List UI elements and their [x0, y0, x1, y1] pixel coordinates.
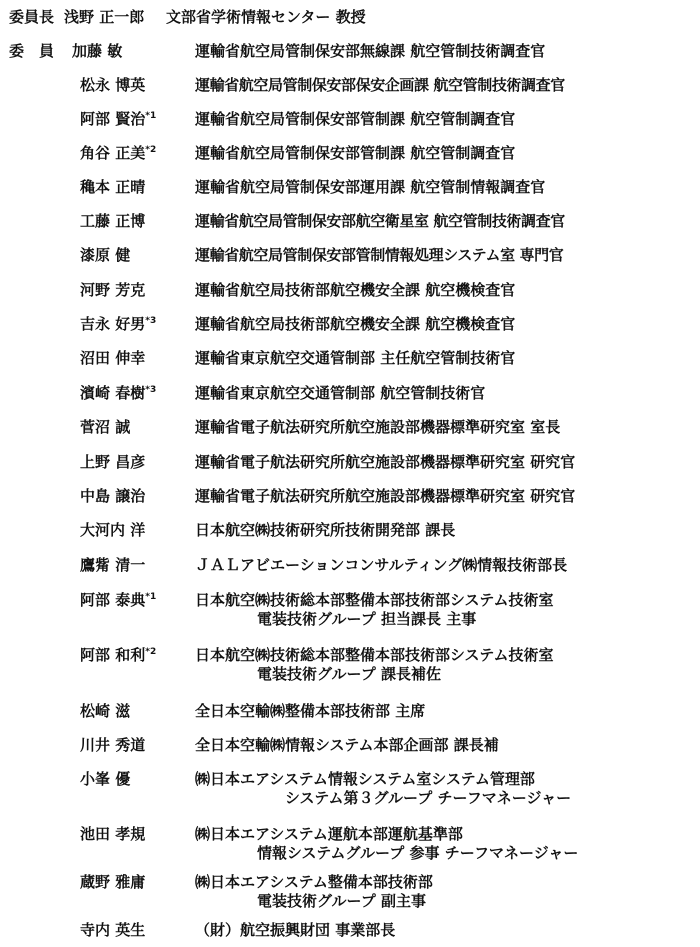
affiliation-line: 運輸省航空局管制保安部保安企画課 航空管制技術調査官	[195, 76, 565, 94]
member-affiliation	[195, 349, 515, 368]
affiliation-line: 運輸省電子航法研究所航空施設部機器標準研究室 室長	[195, 418, 561, 436]
member-affiliation	[195, 42, 545, 61]
member-name-text: 寺内 英生	[80, 921, 146, 939]
member-name-text: 漆原 健	[80, 246, 131, 264]
member-name	[80, 418, 130, 437]
affiliation-line: 運輸省航空局管制保安部管制課 航空管制調査官	[195, 144, 516, 162]
member-name-text: 穐本 正晴	[80, 178, 146, 196]
member-name-text: 阿部 和利	[80, 646, 146, 664]
member-name	[72, 42, 122, 61]
member-name-text: 川井 秀道	[80, 736, 146, 754]
member-affiliation	[195, 825, 578, 863]
member-name-text: 菅沼 誠	[80, 418, 131, 436]
member-name-text: 工藤 正博	[80, 212, 146, 230]
member-name-text: 上野 昌彦	[80, 453, 146, 471]
member-name	[80, 702, 130, 721]
footnote-mark: *3	[145, 316, 157, 326]
member-affiliation	[195, 418, 560, 437]
member-affiliation	[195, 556, 567, 575]
member-affiliation	[195, 315, 515, 334]
affiliation-line: 情報システムグループ 参事 チーフマネージャー	[257, 844, 579, 862]
affiliation-line: 文部省学術情報センター 教授	[166, 8, 366, 26]
member-affiliation	[195, 487, 575, 506]
member-name-text: 浅野 正一郎	[64, 8, 145, 26]
member-name	[80, 212, 145, 231]
member-name	[80, 178, 145, 197]
affiliation-line: 運輸省航空局技術部航空機安全課 航空機検査官	[195, 315, 516, 333]
affiliation-line: 運輸省航空局管制保安部管制課 航空管制調査官	[195, 110, 516, 128]
member-affiliation	[195, 76, 565, 95]
member-name-text: 蔵野 雅庸	[80, 873, 146, 891]
affiliation-line: 電装技術グループ 副主事	[257, 892, 427, 910]
member-name	[80, 384, 156, 403]
member-affiliation	[195, 453, 575, 472]
member-name	[80, 349, 145, 368]
affiliation-line: ㈱日本エアシステム運航本部運航基準部	[195, 825, 463, 843]
footnote-mark: *1	[145, 111, 157, 121]
member-name	[80, 825, 145, 844]
member-name	[80, 873, 145, 892]
affiliation-line: ＪＡＬアビエーションコンサルティング㈱情報技術部長	[195, 556, 568, 574]
affiliation-line: 運輸省東京航空交通管制部 主任航空管制技術官	[195, 349, 516, 367]
affiliation-line: 電装技術グループ 課長補佐	[257, 665, 442, 683]
member-affiliation	[195, 736, 499, 755]
member-name	[80, 591, 156, 610]
affiliation-line: 運輸省航空局管制保安部航空衛星室 航空管制技術調査官	[195, 212, 565, 230]
affiliation-line: 運輸省航空局技術部航空機安全課 航空機検査官	[195, 281, 516, 299]
member-name	[80, 521, 145, 540]
affiliation-line: ㈱日本エアシステム情報システム室システム管理部	[195, 770, 535, 788]
member-affiliation	[195, 591, 554, 629]
member-name-text: 松崎 滋	[80, 702, 131, 720]
affiliation-line: 運輸省電子航法研究所航空施設部機器標準研究室 研究官	[195, 453, 576, 471]
member-name	[80, 556, 145, 575]
member-affiliation	[195, 921, 395, 940]
affiliation-line: 運輸省電子航法研究所航空施設部機器標準研究室 研究官	[195, 487, 576, 505]
member-affiliation	[166, 8, 366, 27]
member-name	[80, 144, 156, 163]
member-name-text: 加藤 敏	[72, 42, 123, 60]
affiliation-line: （財）航空振興財団 事業部長	[195, 921, 396, 939]
member-affiliation	[195, 212, 565, 231]
footnote-mark: *1	[145, 592, 157, 602]
affiliation-line: 日本航空㈱技術総本部整備本部技術部システム技術室	[195, 591, 554, 609]
member-name-text: 池田 孝規	[80, 825, 146, 843]
member-affiliation	[195, 178, 545, 197]
member-name	[80, 315, 156, 334]
affiliation-line: 日本航空㈱技術総本部整備本部技術部システム技術室	[195, 646, 554, 664]
member-name-text: 吉永 好男	[80, 315, 146, 333]
member-affiliation	[195, 646, 554, 684]
member-name	[80, 110, 156, 129]
member-name-text: 大河内 洋	[80, 521, 146, 539]
affiliation-line: 運輸省航空局管制保安部無線課 航空管制技術調査官	[195, 42, 546, 60]
affiliation-line: 電装技術グループ 担当課長 主事	[257, 610, 477, 628]
member-name-text: 濱崎 春樹	[80, 384, 146, 402]
member-name	[80, 921, 145, 940]
affiliation-line: ㈱日本エアシステム整備本部技術部	[195, 873, 433, 891]
member-name-text: 沼田 伸幸	[80, 349, 146, 367]
affiliation-line: 全日本空輸㈱情報システム本部企画部 課長補	[195, 736, 499, 754]
member-name	[80, 770, 130, 789]
member-name	[80, 246, 130, 265]
member-name-text: 中島 譲治	[80, 487, 146, 505]
affiliation-line: 日本航空㈱技術研究所技術開発部 課長	[195, 521, 456, 539]
member-affiliation	[195, 384, 485, 403]
member-affiliation	[195, 770, 571, 808]
member-role: 委 員	[9, 42, 55, 60]
member-affiliation	[195, 873, 433, 911]
member-name	[64, 8, 144, 27]
member-affiliation	[195, 281, 515, 300]
member-affiliation	[195, 521, 455, 540]
member-name	[80, 281, 145, 300]
footnote-mark: *2	[145, 145, 157, 155]
member-name	[80, 736, 145, 755]
member-name-text: 鷹觜 清一	[80, 556, 146, 574]
member-affiliation	[195, 702, 425, 721]
member-affiliation	[195, 246, 563, 265]
member-name	[80, 453, 145, 472]
member-name-text: 河野 芳克	[80, 281, 146, 299]
member-name-text: 小峯 優	[80, 770, 131, 788]
affiliation-line: 全日本空輸㈱整備本部技術部 主席	[195, 702, 426, 720]
affiliation-line: 運輸省航空局管制保安部運用課 航空管制情報調査官	[195, 178, 546, 196]
member-role: 委員長	[9, 8, 55, 26]
affiliation-line: 運輸省東京航空交通管制部 航空管制技術官	[195, 384, 486, 402]
member-affiliation	[195, 144, 515, 163]
footnote-mark: *2	[145, 647, 157, 657]
affiliation-line: システム第３グループ チーフマネージャー	[285, 789, 572, 807]
member-name-text: 阿部 泰典	[80, 591, 146, 609]
member-name-text: 松永 博英	[80, 76, 146, 94]
footnote-mark: *3	[145, 385, 157, 395]
member-affiliation	[195, 110, 515, 129]
affiliation-line: 運輸省航空局管制保安部管制情報処理システム室 専門官	[195, 246, 564, 264]
member-name	[80, 76, 145, 95]
member-name-text: 角谷 正美	[80, 144, 146, 162]
member-name	[80, 646, 156, 665]
member-name	[80, 487, 145, 506]
member-name-text: 阿部 賢治	[80, 110, 146, 128]
